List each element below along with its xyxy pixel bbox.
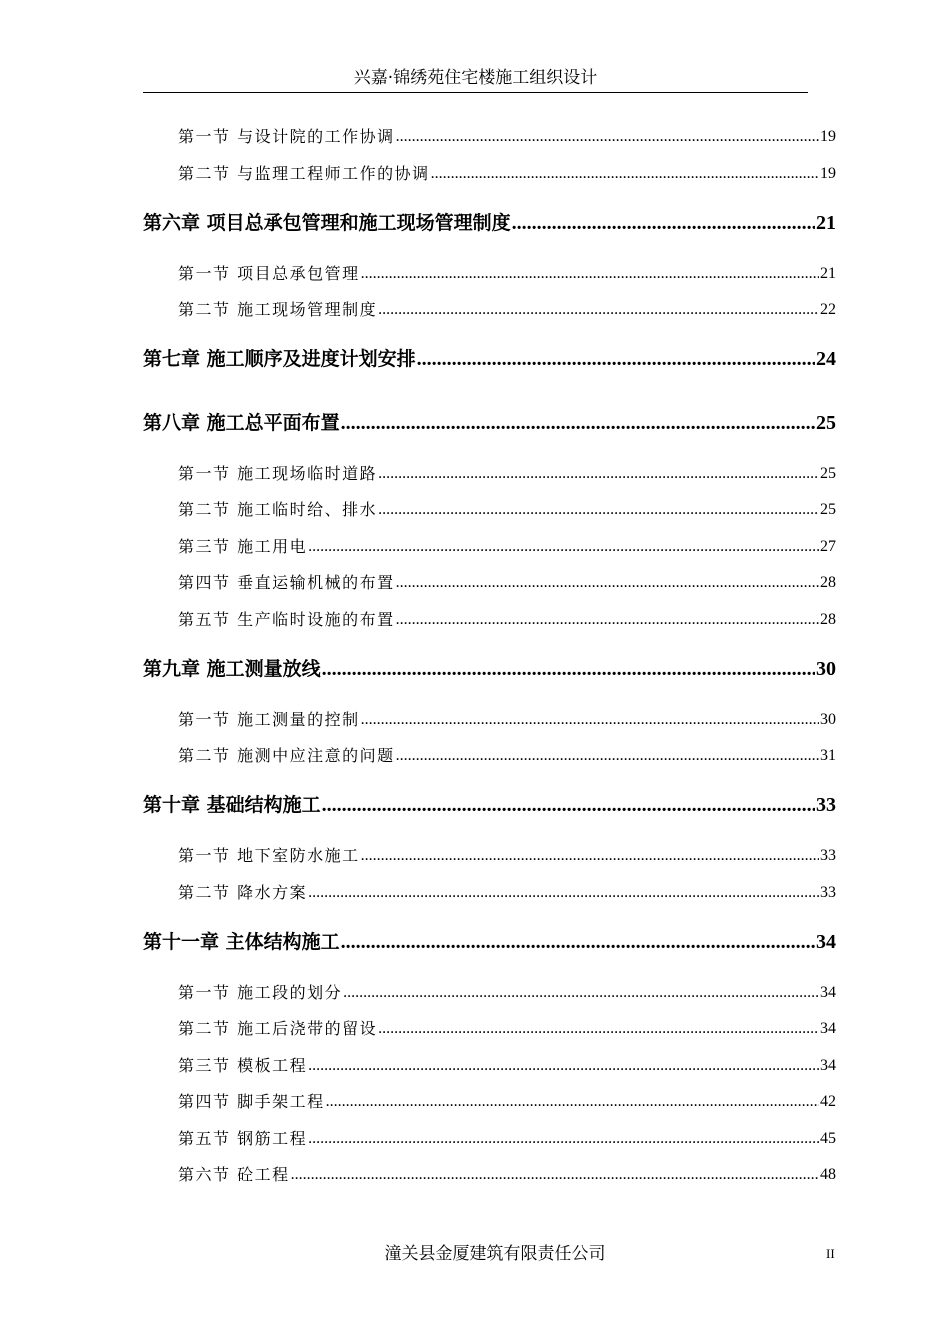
toc-entry-title: 第一节 施工测量的控制 [178, 710, 360, 729]
toc-entry[interactable] [178, 881, 836, 905]
toc-entry-page: 42 [820, 1093, 836, 1110]
toc-leader-dots [396, 571, 819, 595]
toc-leader-dots [396, 608, 819, 632]
toc-entry-page: 34 [820, 1057, 836, 1074]
toc-chapter-page: 34 [816, 931, 836, 953]
toc-chapter[interactable] [143, 927, 836, 957]
toc-leader-dots [378, 298, 819, 322]
toc-entry-title: 第二节 施测中应注意的问题 [178, 746, 395, 765]
toc-leader-dots [378, 462, 819, 486]
toc-entry-page: 33 [820, 884, 836, 901]
toc-chapter-page: 33 [816, 794, 836, 816]
page-header: 兴嘉·锦绣苑住宅楼施工组织设计 [143, 64, 808, 93]
footer-page-number: II [826, 1246, 835, 1261]
toc-entry-page: 25 [820, 465, 836, 482]
footer-company: 潼关县金厦建筑有限责任公司 [384, 1244, 606, 1264]
toc-entry[interactable] [178, 708, 836, 732]
toc-entry[interactable] [178, 844, 836, 868]
toc-chapter-page: 25 [816, 412, 836, 434]
toc-entry-title: 第二节 施工后浇带的留设 [178, 1019, 378, 1038]
toc-leader-dots [431, 162, 819, 186]
toc-entry-page: 48 [820, 1166, 836, 1183]
toc-entry[interactable] [178, 981, 836, 1005]
toc-chapter[interactable] [143, 790, 836, 820]
toc-leader-dots [308, 535, 819, 559]
toc-entry-page: 33 [820, 847, 836, 864]
toc-entry-title: 第三节 施工用电 [178, 537, 308, 556]
toc-entry-title: 第一节 施工段的划分 [178, 983, 343, 1002]
toc-chapter-title: 第九章 施工测量放线 [143, 658, 321, 680]
toc-entry[interactable] [178, 462, 836, 486]
toc-chapter[interactable] [143, 344, 836, 374]
toc-chapter[interactable] [143, 408, 836, 438]
toc-entry-page: 34 [820, 984, 836, 1001]
toc-leader-dots [341, 927, 815, 957]
toc-entry[interactable] [178, 1017, 836, 1041]
toc-entry-title: 第一节 与设计院的工作协调 [178, 127, 395, 146]
toc-entry-page: 28 [820, 574, 836, 591]
toc-chapter-title: 第八章 施工总平面布置 [143, 412, 340, 434]
toc-entry-title: 第六节 砼工程 [178, 1165, 290, 1184]
toc-entry[interactable] [178, 262, 836, 286]
toc-chapter[interactable] [143, 208, 836, 238]
toc-entry[interactable] [178, 1090, 836, 1114]
toc-leader-dots [322, 654, 815, 684]
toc-entry-title: 第三节 模板工程 [178, 1056, 308, 1075]
toc-entry-page: 21 [820, 265, 836, 282]
toc-leader-dots [417, 344, 815, 374]
toc-leader-dots [326, 1090, 819, 1114]
toc-entry-title: 第四节 垂直运输机械的布置 [178, 573, 395, 592]
toc-entry-title: 第五节 钢筋工程 [178, 1129, 308, 1148]
toc-leader-dots [308, 1127, 819, 1151]
toc-entry-page: 25 [820, 501, 836, 518]
toc-entry[interactable] [178, 744, 836, 768]
toc-entry-page: 30 [820, 711, 836, 728]
toc-leader-dots [378, 1017, 819, 1041]
toc-chapter-page: 30 [816, 658, 836, 680]
toc-entry-page: 19 [820, 165, 836, 182]
toc-chapter-page: 24 [816, 348, 836, 370]
toc-entry-title: 第一节 项目总承包管理 [178, 264, 360, 283]
toc-entry-page: 34 [820, 1020, 836, 1037]
toc-leader-dots [343, 981, 819, 1005]
toc-entry[interactable] [178, 1127, 836, 1151]
toc-entry-title: 第二节 降水方案 [178, 883, 308, 902]
toc-leader-dots [512, 208, 815, 238]
toc-entry-page: 19 [820, 128, 836, 145]
toc-chapter-title: 第十一章 主体结构施工 [143, 931, 340, 953]
toc-entry[interactable] [178, 498, 836, 522]
toc-entry-title: 第一节 地下室防水施工 [178, 846, 360, 865]
toc-entry-page: 27 [820, 538, 836, 555]
toc-leader-dots [361, 262, 819, 286]
toc-entry-page: 22 [820, 301, 836, 318]
toc-chapter[interactable] [143, 654, 836, 684]
toc-entry[interactable] [178, 162, 836, 186]
toc-entry-title: 第五节 生产临时设施的布置 [178, 610, 395, 629]
toc-leader-dots [308, 1054, 819, 1078]
toc-entry-page: 31 [820, 747, 836, 764]
toc-leader-dots [308, 881, 819, 905]
toc-entry[interactable] [178, 535, 836, 559]
toc-leader-dots [341, 408, 815, 438]
toc-chapter-title: 第十章 基础结构施工 [143, 794, 321, 816]
toc-chapter-title: 第七章 施工顺序及进度计划安排 [143, 348, 416, 370]
toc-leader-dots [361, 844, 819, 868]
toc-entry-page: 45 [820, 1130, 836, 1147]
toc-leader-dots [396, 744, 819, 768]
toc-chapter-page: 21 [816, 212, 836, 234]
toc-leader-dots [361, 708, 819, 732]
toc-entry[interactable] [178, 125, 836, 149]
toc-entry[interactable] [178, 571, 836, 595]
toc-entry-title: 第二节 与监理工程师工作的协调 [178, 164, 430, 183]
toc-entry[interactable] [178, 1163, 836, 1187]
toc-entry-title: 第一节 施工现场临时道路 [178, 464, 378, 483]
toc-chapter-title: 第六章 项目总承包管理和施工现场管理制度 [143, 212, 511, 234]
toc-entry-title: 第二节 施工现场管理制度 [178, 300, 378, 319]
toc-entry-title: 第二节 施工临时给、排水 [178, 500, 378, 519]
toc-leader-dots [322, 790, 815, 820]
toc-entry-title: 第四节 脚手架工程 [178, 1092, 325, 1111]
toc-leader-dots [378, 498, 819, 522]
toc-entry[interactable] [178, 298, 836, 322]
toc-entry[interactable] [178, 1054, 836, 1078]
toc-leader-dots [396, 125, 819, 149]
toc-entry-page: 28 [820, 611, 836, 628]
toc-entry[interactable] [178, 608, 836, 632]
toc-leader-dots [291, 1163, 819, 1187]
